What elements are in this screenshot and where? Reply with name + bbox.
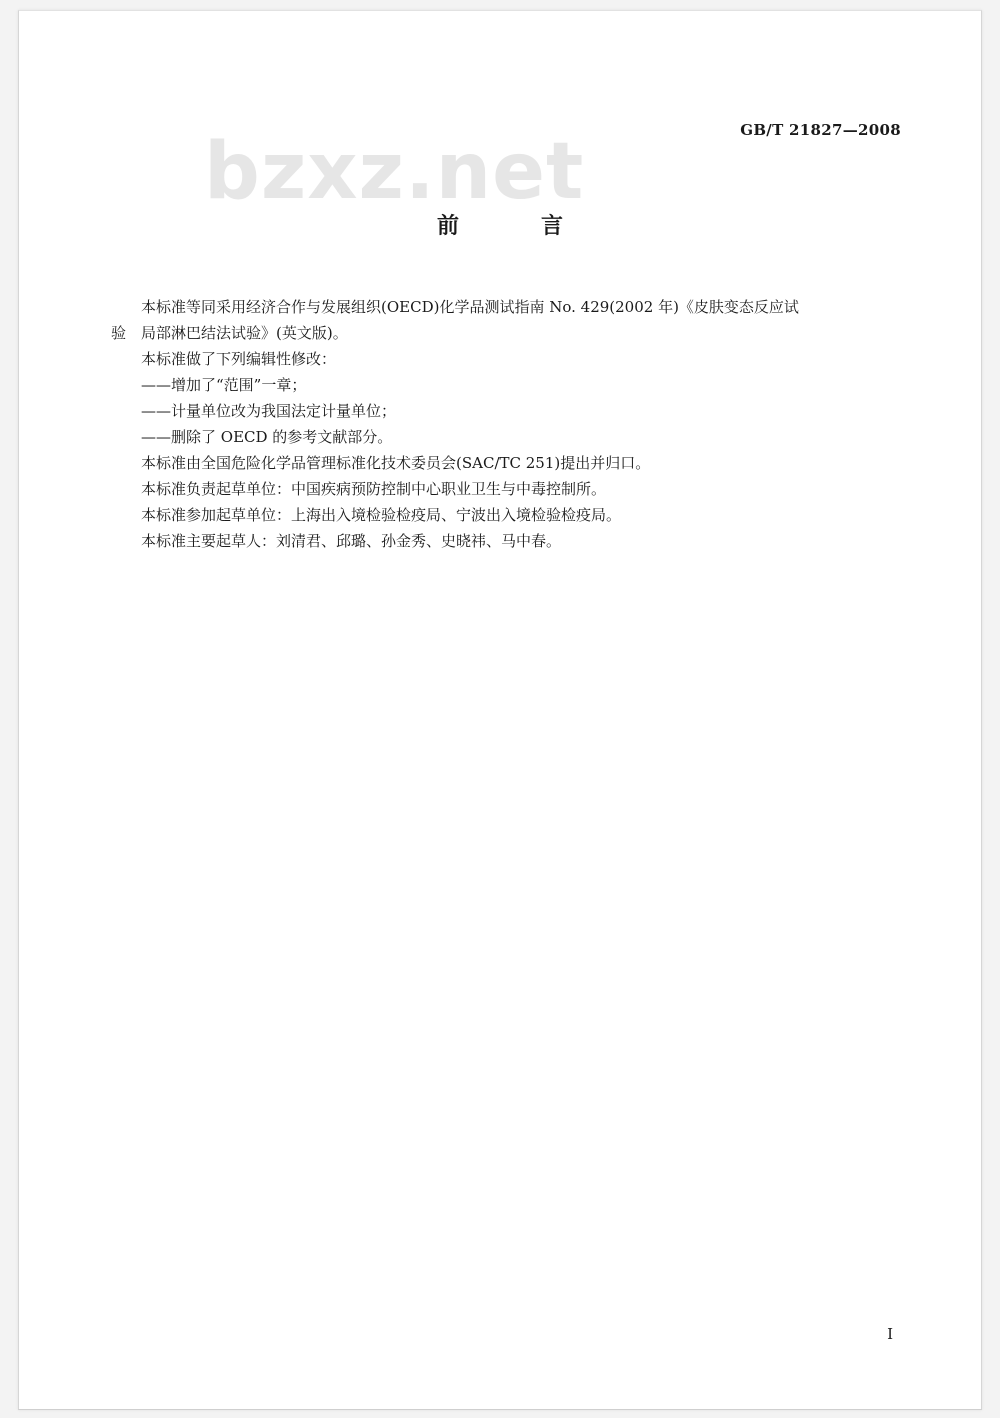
list-item: ——计量单位改为我国法定计量单位；: [141, 402, 397, 420]
paragraph: 本标准做了下列编辑性修改：: [141, 350, 337, 368]
paragraph: 本标准参加起草单位：上海出入境检验检疫局、宁波出入境检验检疫局。: [141, 506, 622, 524]
list-item: ——删除了 OECD 的参考文献部分。: [141, 428, 393, 446]
paragraph-line: 本标准等同采用经济合作与发展组织(OECD)化学品测试指南 No. 429(2002 年)《皮肤变态反应试: [141, 298, 799, 316]
watermark-logo: bzxz.net: [204, 127, 585, 217]
foreword-body: [111, 294, 911, 554]
standard-number: GB/T 21827—2008: [740, 121, 901, 139]
page-number: I: [887, 1325, 893, 1343]
paragraph: 本标准负责起草单位：中国疾病预防控制中心职业卫生与中毒控制所。: [141, 480, 607, 498]
document-page: [18, 10, 982, 1410]
paragraph: 本标准由全国危险化学品管理标准化技术委员会(SAC/TC 251)提出并归口。: [141, 454, 651, 472]
paragraph-line: 验 局部淋巴结法试验》(英文版)。: [111, 324, 348, 342]
page-title: 前 言: [436, 214, 593, 239]
list-item: ——增加了“范围”一章；: [141, 376, 307, 394]
paragraph: 本标准主要起草人：刘清君、邱璐、孙金秀、史晓祎、马中春。: [141, 532, 562, 550]
